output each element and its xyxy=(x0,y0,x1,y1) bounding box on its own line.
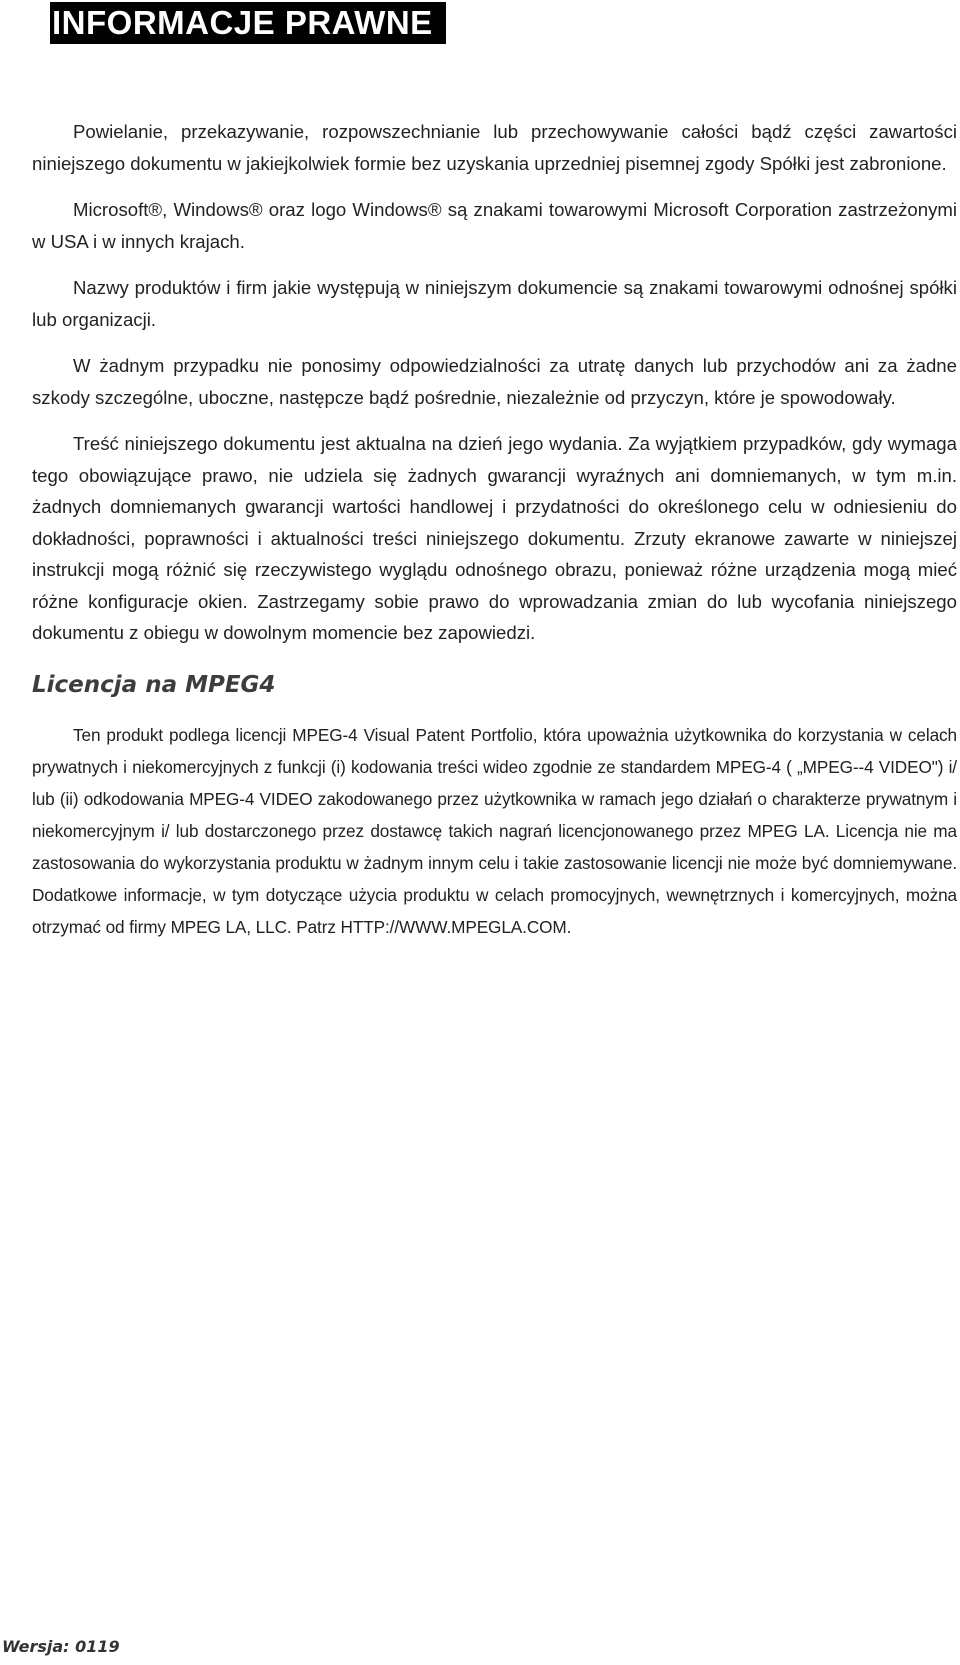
page-title: INFORMACJE PRAWNE xyxy=(50,2,446,44)
license-heading: Licencja na MPEG4 xyxy=(32,671,276,698)
paragraph-trademarks-other: Nazwy produktów i firm jakie występują w niniejszym dokumencie są znakami towarowymi odnośnej spółki lub organizacji. xyxy=(32,277,957,330)
document-body xyxy=(32,116,957,943)
paragraph-license: Ten produkt podlega licencji MPEG-4 Visual Patent Portfolio, która upoważnia użytkownika do korzystania w celach prywatnych i niekomercyjnych z funkcji (i) kodowania treści wideo zgodnie ze standardem MPEG-4 ( „MPEG--4 VIDEO") i/ lub (ii) odkodowania MPEG-4 VIDEO zakodowanego przez użytkownika w ramach jego działań o charakterze prywatnym i niekomercyjnym i/ lub dostarczonego przez dostawcę takich nagrań licencjonowanego przez MPEG LA. Licencja nie ma zastosowania do wykorzystania produktu w żadnym innym celu i takie zastosowanie licencji nie może być domniemywane. Dodatkowe informacje, w tym dotyczące użycia produktu w celach promocyjnych, wewnętrznych i komercyjnych, można otrzymać od firmy MPEG LA, LLC. Patrz HTTP://WWW.MPEGLA.COM. xyxy=(32,724,957,937)
paragraph-trademarks-microsoft: Microsoft®, Windows® oraz logo Windows® są znakami towarowymi Microsoft Corporation zastrzeżonymi w USA i w innych krajach. xyxy=(32,199,957,252)
paragraph-disclaimer: Treść niniejszego dokumentu jest aktualna na dzień jego wydania. Za wyjątkiem przypadków, gdy wymaga tego obowiązujące prawo, nie udziela się żadnych gwarancji wyraźnych ani domniemanych, w tym m.in. żadnych domniemanych gwarancji wartości handlowej i przydatności do określonego celu w odniesieniu do dokładności, poprawności i aktualności treści niniejszego dokumentu. Zrzuty ekranowe zawarte w niniejszej instrukcji mogą różnić się rzeczywistego wyglądu odnośnego obrazu, ponieważ różne urządzenia mogą mieć różne konfiguracje okien. Zastrzegamy sobie prawo do wprowadzania zmian do lub wycofania niniejszego dokumentu z obiegu w dowolnym momencie bez zapowiedzi. xyxy=(32,433,957,643)
version-footer: Wersja: 0119 xyxy=(2,1637,120,1656)
paragraph-copyright: Powielanie, przekazywanie, rozpowszechnianie lub przechowywanie całości bądź części zawartości niniejszego dokumentu w jakiejkolwiek formie bez uzyskania uprzedniej pisemnej zgody Spółki jest zabronione. xyxy=(32,121,957,174)
paragraph-liability: W żadnym przypadku nie ponosimy odpowiedzialności za utratę danych lub przychodów ani za żadne szkody szczególne, uboczne, następcze bądź pośrednie, niezależnie od przyczyn, które je spowodowały. xyxy=(32,355,957,408)
